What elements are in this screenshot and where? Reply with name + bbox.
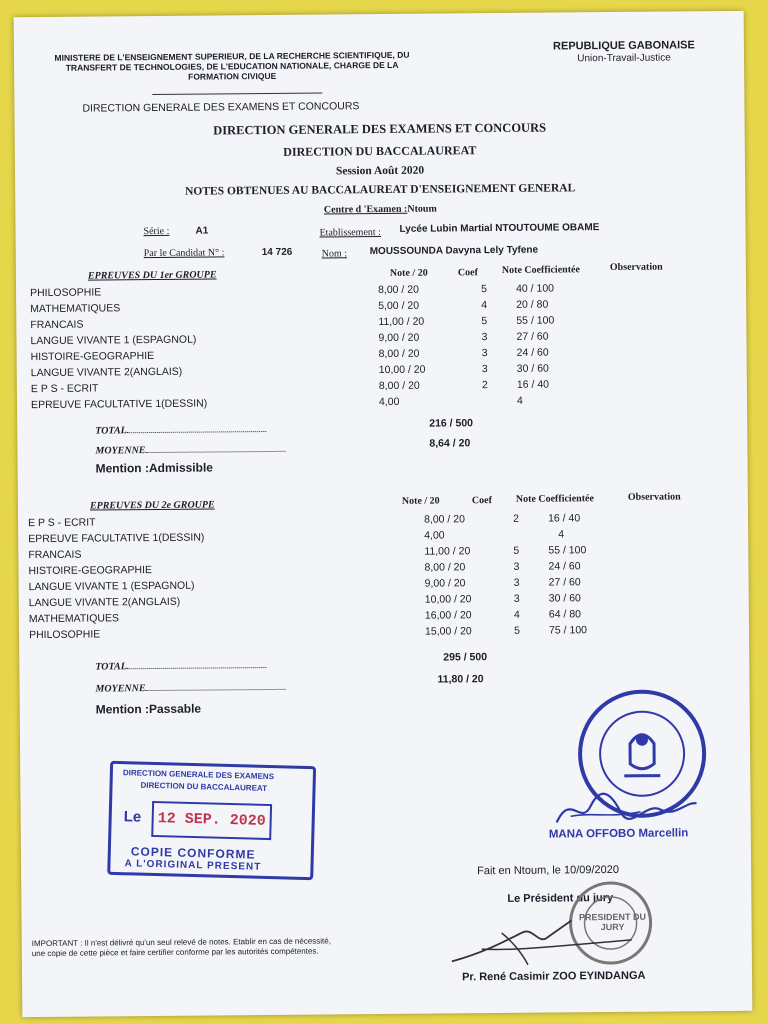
subject-weighted-note: 4 [558, 528, 565, 541]
group1-col-note-coef: Note Coefficientée [501, 264, 580, 276]
group2-col-note: Note / 20 [401, 495, 440, 507]
subject-coef: 3 [481, 363, 488, 376]
stamp-date: 12 SEP. 2020 [151, 801, 272, 840]
president-title: Le Président du jury [507, 892, 614, 905]
subject-name: LANGUE VIVANTE 1 (ESPAGNOL) [28, 579, 195, 594]
subject-weighted-note: 27 / 60 [516, 330, 549, 343]
exam-center-value: Ntoum [407, 203, 437, 215]
serie-value: A1 [195, 225, 209, 237]
subject-coef: 3 [513, 576, 520, 589]
subject-name: LANGUE VIVANTE 2(ANGLAIS) [30, 365, 183, 380]
group1-col-note: Note / 20 [389, 267, 428, 279]
group1-total-value: 216 / 500 [429, 417, 474, 430]
group1-average-line [95, 439, 285, 459]
subject-weighted-note: 40 / 100 [515, 282, 555, 295]
subject-note: 16,00 / 20 [424, 609, 472, 622]
group1-col-observation: Observation [609, 261, 663, 274]
subject-coef: 3 [513, 592, 520, 605]
subject-note: 9,00 / 20 [424, 577, 466, 590]
group2-total-line [95, 655, 267, 674]
subject-weighted-note: 20 / 80 [516, 298, 549, 311]
stamp-line-3: COPIE CONFORME [130, 844, 256, 862]
signatory-name: MANA OFFOBO Marcellin [548, 827, 689, 841]
average-label: MOYENNE [95, 683, 146, 695]
stamp-line-2: DIRECTION DU BACCALAUREAT [140, 780, 268, 793]
subject-name: HISTOIRE-GEOGRAPHIE [28, 564, 153, 578]
group2-col-observation: Observation [627, 491, 681, 503]
president-name: Pr. René Casimir ZOO EYINDANGA [461, 969, 646, 984]
average-label: MOYENNE [95, 445, 146, 457]
subject-weighted-note: 16 / 40 [547, 512, 581, 525]
subject-note: 8,00 / 20 [377, 283, 419, 297]
candidate-name-label: Nom : [321, 248, 348, 260]
session-label: Session Août 2020 [335, 164, 425, 178]
subject-name: MATHEMATIQUES [30, 302, 121, 316]
total-label: TOTAL [95, 425, 127, 437]
candidate-number-value: 14 726 [261, 246, 293, 259]
group2-col-coef: Coef [471, 495, 492, 507]
group1-col-coef: Coef [457, 267, 478, 279]
subject-name: MATHEMATIQUES [28, 612, 119, 626]
subject-note: 8,00 / 20 [378, 379, 420, 393]
subject-note: 4,00 [424, 529, 445, 542]
ministry-header: MINISTERE DE L'ENSEIGNEMENT SUPERIEUR, DE LA RECHERCHE SCIENTIFIQUE, DU TRANSFERT DE TECHNOLOGIES, DE L'EDUCATION NATIONALE, CHARGE DE LA FORMATION CIVIQUE [54, 49, 410, 82]
group1-average-value: 8,64 / 20 [429, 437, 471, 450]
subject-name: EPREUVE FACULTATIVE 1(DESSIN) [30, 397, 208, 412]
candidate-name-value: MOUSSOUNDA Davyna Lely Tyfene [369, 244, 539, 258]
subject-note: 11,00 / 20 [378, 315, 425, 329]
subject-weighted-note: 55 / 100 [548, 544, 587, 557]
subject-weighted-note: 16 / 40 [516, 378, 550, 391]
certified-copy-stamp [107, 761, 316, 880]
subject-weighted-note: 64 / 80 [548, 608, 582, 621]
etablissement-label: Etablissement : [319, 227, 381, 239]
subject-weighted-note: 30 / 60 [516, 362, 549, 375]
exam-center-label: Centre d 'Examen : [323, 203, 408, 216]
transcript-page [14, 11, 753, 1017]
subject-name: FRANCAIS [28, 548, 82, 562]
stamp-line-1: DIRECTION GENERALE DES EXAMENS [122, 768, 275, 782]
total-label: TOTAL [95, 661, 127, 673]
subject-name: FRANCAIS [30, 318, 84, 332]
group2-mention: Mention :Passable [95, 701, 202, 717]
direction-title: DIRECTION DU BACCALAUREAT [283, 143, 477, 159]
etablissement-value: Lycée Lubin Martial NTOUTOUME OBAME [399, 222, 600, 235]
subject-coef: 5 [481, 315, 488, 328]
group1-total-line [95, 419, 267, 438]
results-title: NOTES OBTENUES AU BACCALAUREAT D'ENSEIGNEMENT GENERAL [185, 182, 576, 198]
subject-note: 8,00 / 20 [378, 347, 420, 361]
header-divider [152, 93, 322, 95]
subject-coef: 5 [514, 624, 520, 637]
subject-name: PHILOSOPHIE [28, 628, 101, 642]
subject-note: 10,00 / 20 [378, 363, 426, 377]
subject-coef: 5 [481, 283, 488, 296]
serie-label: Série : [143, 225, 170, 238]
exam-center [15, 201, 745, 218]
issue-place-date: Fait en Ntoum, le 10/09/2020 [477, 863, 620, 878]
subject-coef: 4 [513, 608, 520, 621]
subject-name: E P S - ECRIT [28, 516, 96, 530]
candidate-number-label: Par le Candidat N° : [143, 247, 225, 260]
subject-coef: 5 [513, 544, 520, 557]
subject-coef: 2 [513, 512, 520, 525]
subject-note: 8,00 / 20 [424, 561, 466, 574]
subject-weighted-note: 55 / 100 [516, 314, 555, 327]
dgec-subheader: DIRECTION GENERALE DES EXAMENS ET CONCOURS [82, 100, 360, 115]
subject-weighted-note: 75 / 100 [548, 624, 588, 637]
republic-title: REPUBLIQUE GABONAISE [552, 39, 695, 53]
subject-weighted-note: 27 / 60 [548, 576, 581, 589]
group2-average-line [95, 677, 285, 697]
subject-note: 10,00 / 20 [424, 593, 472, 606]
subject-note: 5,00 / 20 [378, 299, 420, 313]
subject-coef: 3 [481, 331, 488, 344]
group1-mention: Mention :Admissible [95, 460, 213, 476]
subject-coef: 2 [481, 379, 488, 392]
signature-mana [550, 781, 700, 832]
subject-weighted-note: 24 / 60 [548, 560, 581, 573]
subject-coef: 4 [481, 299, 488, 312]
subject-note: 8,00 / 20 [423, 513, 465, 526]
group2-title: EPREUVES DU 2e GROUPE [89, 499, 215, 512]
stamp-line-4: A L'ORIGINAL PRESENT [124, 858, 262, 873]
group2-average-value: 11,80 / 20 [437, 673, 484, 686]
subject-note: 9,00 / 20 [378, 331, 420, 345]
subject-name: PHILOSOPHIE [30, 286, 102, 300]
subject-weighted-note: 30 / 60 [548, 592, 581, 605]
subject-weighted-note: 4 [516, 394, 523, 407]
group1-title: EPREUVES DU 1er GROUPE [87, 269, 217, 282]
stamp-le: Le [123, 808, 142, 826]
group2-col-note-coef: Note Coefficientée [515, 493, 594, 505]
president-stamp-text: PRESIDENT DU JURY [578, 911, 647, 933]
important-notice: IMPORTANT : Il n'est délivré qu'un seul relevé de notes. Etablir en cas de nécessité, une copie de cette pièce et faire certifier conforme par les autorités compétentes. [31, 936, 331, 959]
subject-name: LANGUE VIVANTE 1 (ESPAGNOL) [30, 333, 197, 348]
subject-coef: 3 [481, 347, 488, 360]
subject-weighted-note: 24 / 60 [516, 346, 549, 359]
subject-name: EPREUVE FACULTATIVE 1(DESSIN) [28, 531, 205, 546]
subject-coef: 3 [513, 560, 520, 573]
subject-name: E P S - ECRIT [30, 382, 99, 396]
subject-note: 15,00 / 20 [424, 625, 472, 638]
subject-name: LANGUE VIVANTE 2(ANGLAIS) [28, 595, 181, 610]
subject-name: HISTOIRE-GEOGRAPHIE [30, 349, 155, 364]
signature-president [441, 912, 642, 974]
subject-note: 11,00 / 20 [424, 545, 471, 558]
republic-motto: Union-Travail-Justice [577, 52, 671, 65]
subject-note: 4,00 [378, 395, 400, 409]
document-title: DIRECTION GENERALE DES EXAMENS ET CONCOURS [213, 120, 547, 138]
group2-total-value: 295 / 500 [443, 651, 488, 664]
